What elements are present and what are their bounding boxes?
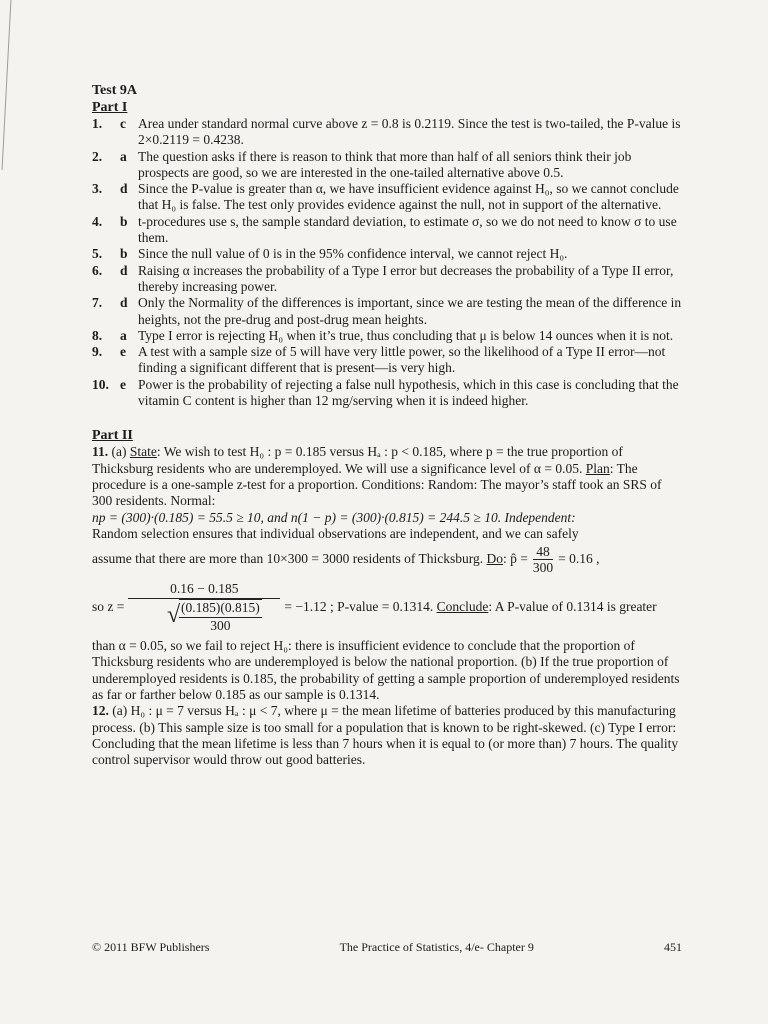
item-explanation: t-procedures use s, the sample standard deviation, to estimate σ, so we do not need to know σ to use them. [138, 213, 677, 246]
item-number: 9. [92, 344, 103, 360]
q11-conclusion: than α = 0.05, so we fail to reject H₀: there is insufficient evidence to conclude that the proportion of Thicksburg residents who are underemployed is below the national proportion. (b) If the true proportion of underemployed residents is 0.185, the probability of getting a sample proportion of underemployed residents as far or farther below 0.185 as our sample is 0.1314. [92, 638, 680, 702]
item-number: 3. [92, 181, 103, 197]
item-answer-letter: d [120, 181, 128, 197]
phat-denominator: 300 [532, 560, 554, 576]
phat-fraction [530, 544, 556, 575]
item-answer-letter: b [120, 213, 128, 229]
answer-item [92, 377, 682, 410]
state-text: : We wish to test H₀ : p = 0.185 versus Hₐ : p < 0.185, where p = the true proportion of Thicksburg residents who are underemployed. We will use a significance level of α = 0.05. [92, 444, 623, 476]
part1-heading: Part I [92, 100, 128, 115]
item-answer-letter: a [120, 327, 127, 343]
phat-text: : p̂ = [503, 551, 528, 567]
item-explanation: Since the null value of 0 is in the 95% confidence interval, we cannot reject H₀. [138, 246, 568, 262]
item-number: 10. [92, 376, 109, 392]
sqrt-sign-icon: √ [166, 602, 181, 629]
test-title: Test 9A [92, 83, 137, 98]
assume-text: assume that there are more than 10×300 = 3000 residents of Thicksburg. [92, 551, 484, 567]
item-answer-letter: a [120, 148, 127, 164]
item-number: 8. [92, 327, 103, 343]
part2-heading: Part II [92, 428, 133, 444]
answer-item [92, 214, 682, 247]
radicand-denominator: 300 [210, 617, 231, 633]
q11-block [92, 444, 682, 509]
item-number: 5. [92, 246, 103, 262]
item-explanation: A test with a sample size of 5 will have very little power, so the likelihood of a Type II error—not finding a significant different that is present—is very high. [138, 344, 666, 376]
item-answer-letter: d [120, 295, 128, 311]
answer-item [92, 344, 682, 377]
phat-value: = 0.16 , [558, 551, 600, 567]
answer-key-page [92, 82, 682, 768]
answer-item [92, 295, 682, 328]
state-label: State [129, 444, 157, 460]
item-answer-letter: c [120, 116, 126, 131]
item-explanation: Raising α increases the probability of a Type I error but decreases the probability of a Type II error, thereby increasing power. [138, 262, 674, 294]
radicand [179, 599, 262, 634]
answer-item [92, 149, 682, 182]
z-result: = −1.12 ; P-value = 0.1314. [284, 599, 434, 615]
item-number: 1. [92, 116, 103, 131]
plan-text: : The procedure is a one-sample z-test for a proportion. Conditions: Random: The mayor’s staff took an SRS of 300 residents. Normal: [92, 460, 662, 509]
conclude-text: : A P-value of 0.1314 is greater [488, 599, 657, 615]
answer-item [92, 328, 682, 344]
normal-condition: np = (300)·(0.185) = 55.5 ≥ 10, and n(1 − p) = (300)·(0.815) = 244.5 ≥ 10. Independent: [92, 509, 576, 525]
q11-part-a: (a) [111, 444, 127, 460]
footer-book-title: The Practice of Statistics, 4/e- Chapter 9 [339, 940, 534, 954]
q11-number: 11. [92, 444, 109, 460]
q12-number: 12. [92, 703, 109, 719]
answer-item [92, 263, 682, 296]
footer-copyright: © 2011 BFW Publishers [92, 940, 210, 954]
answer-item [92, 181, 682, 214]
item-explanation: Power is the probability of rejecting a false null hypothesis, which in this case is concluding that the vitamin C content is higher than 12 mg/serving when it is indeed higher. [138, 376, 679, 409]
item-explanation: Area under standard normal curve above z = 0.8 is 0.2119. Since the test is two-tailed, the P-value is 2×0.2119 = 0.4238. [138, 116, 681, 148]
item-answer-letter: e [120, 376, 126, 392]
independent-condition: Random selection ensures that individual observations are independent, and we can safely [92, 525, 579, 541]
do-line [92, 544, 682, 575]
sqrt-radical [167, 599, 262, 634]
item-answer-letter: b [120, 246, 128, 262]
scan-margin-mark [2, 0, 14, 170]
plan-label: Plan [585, 460, 610, 476]
item-explanation: Since the P-value is greater than α, we have insufficient evidence against H₀, so we cannot conclude that H₀ is false. The test only provides evidence against the null, not in support of the alternative. [138, 181, 679, 213]
q12-block [92, 703, 682, 768]
z-denominator [147, 599, 262, 634]
item-number: 7. [92, 295, 103, 311]
phat-numerator: 48 [533, 544, 553, 560]
do-label: Do [486, 551, 504, 567]
q12-text: (a) H₀ : μ = 7 versus Hₐ : μ < 7, where μ = the mean lifetime of batteries produced by this manufacturing process. (b) This sample size is too small for a population that is known to be right-skewed. (c) Type I error: Concluding that the mean lifetime is less than 7 hours when it is equal to (or more than) 7 hours. The quality control supervisor would throw out good batteries. [92, 703, 679, 768]
z-fraction [128, 581, 280, 634]
item-answer-letter: e [120, 344, 126, 360]
z-statistic-line [92, 581, 682, 634]
conclude-label: Conclude [436, 599, 489, 615]
item-number: 4. [92, 213, 103, 229]
item-explanation: Only the Normality of the differences is important, since we are testing the mean of the difference in heights, not the pre-drug and post-drug mean heights. [138, 295, 682, 327]
footer-page-number: 451 [664, 940, 682, 954]
item-explanation: Type I error is rejecting H₀ when it’s true, thus concluding that μ is below 14 ounces when it is not. [138, 327, 674, 343]
item-number: 2. [92, 148, 103, 164]
answer-item [92, 116, 682, 149]
answer-item [92, 246, 682, 262]
item-answer-letter: d [120, 262, 128, 278]
item-number: 6. [92, 262, 103, 278]
page-footer [92, 940, 682, 955]
z-numerator: 0.16 − 0.185 [128, 581, 280, 599]
radicand-numerator: (0.185)(0.815) [179, 600, 262, 617]
part1-answer-list [92, 116, 682, 409]
so-z-label: so z = [92, 599, 125, 615]
item-explanation: The question asks if there is reason to think that more than half of all seniors think their job prospects are good, so we are interested in the one-tailed alternative above 0.5. [138, 148, 632, 180]
